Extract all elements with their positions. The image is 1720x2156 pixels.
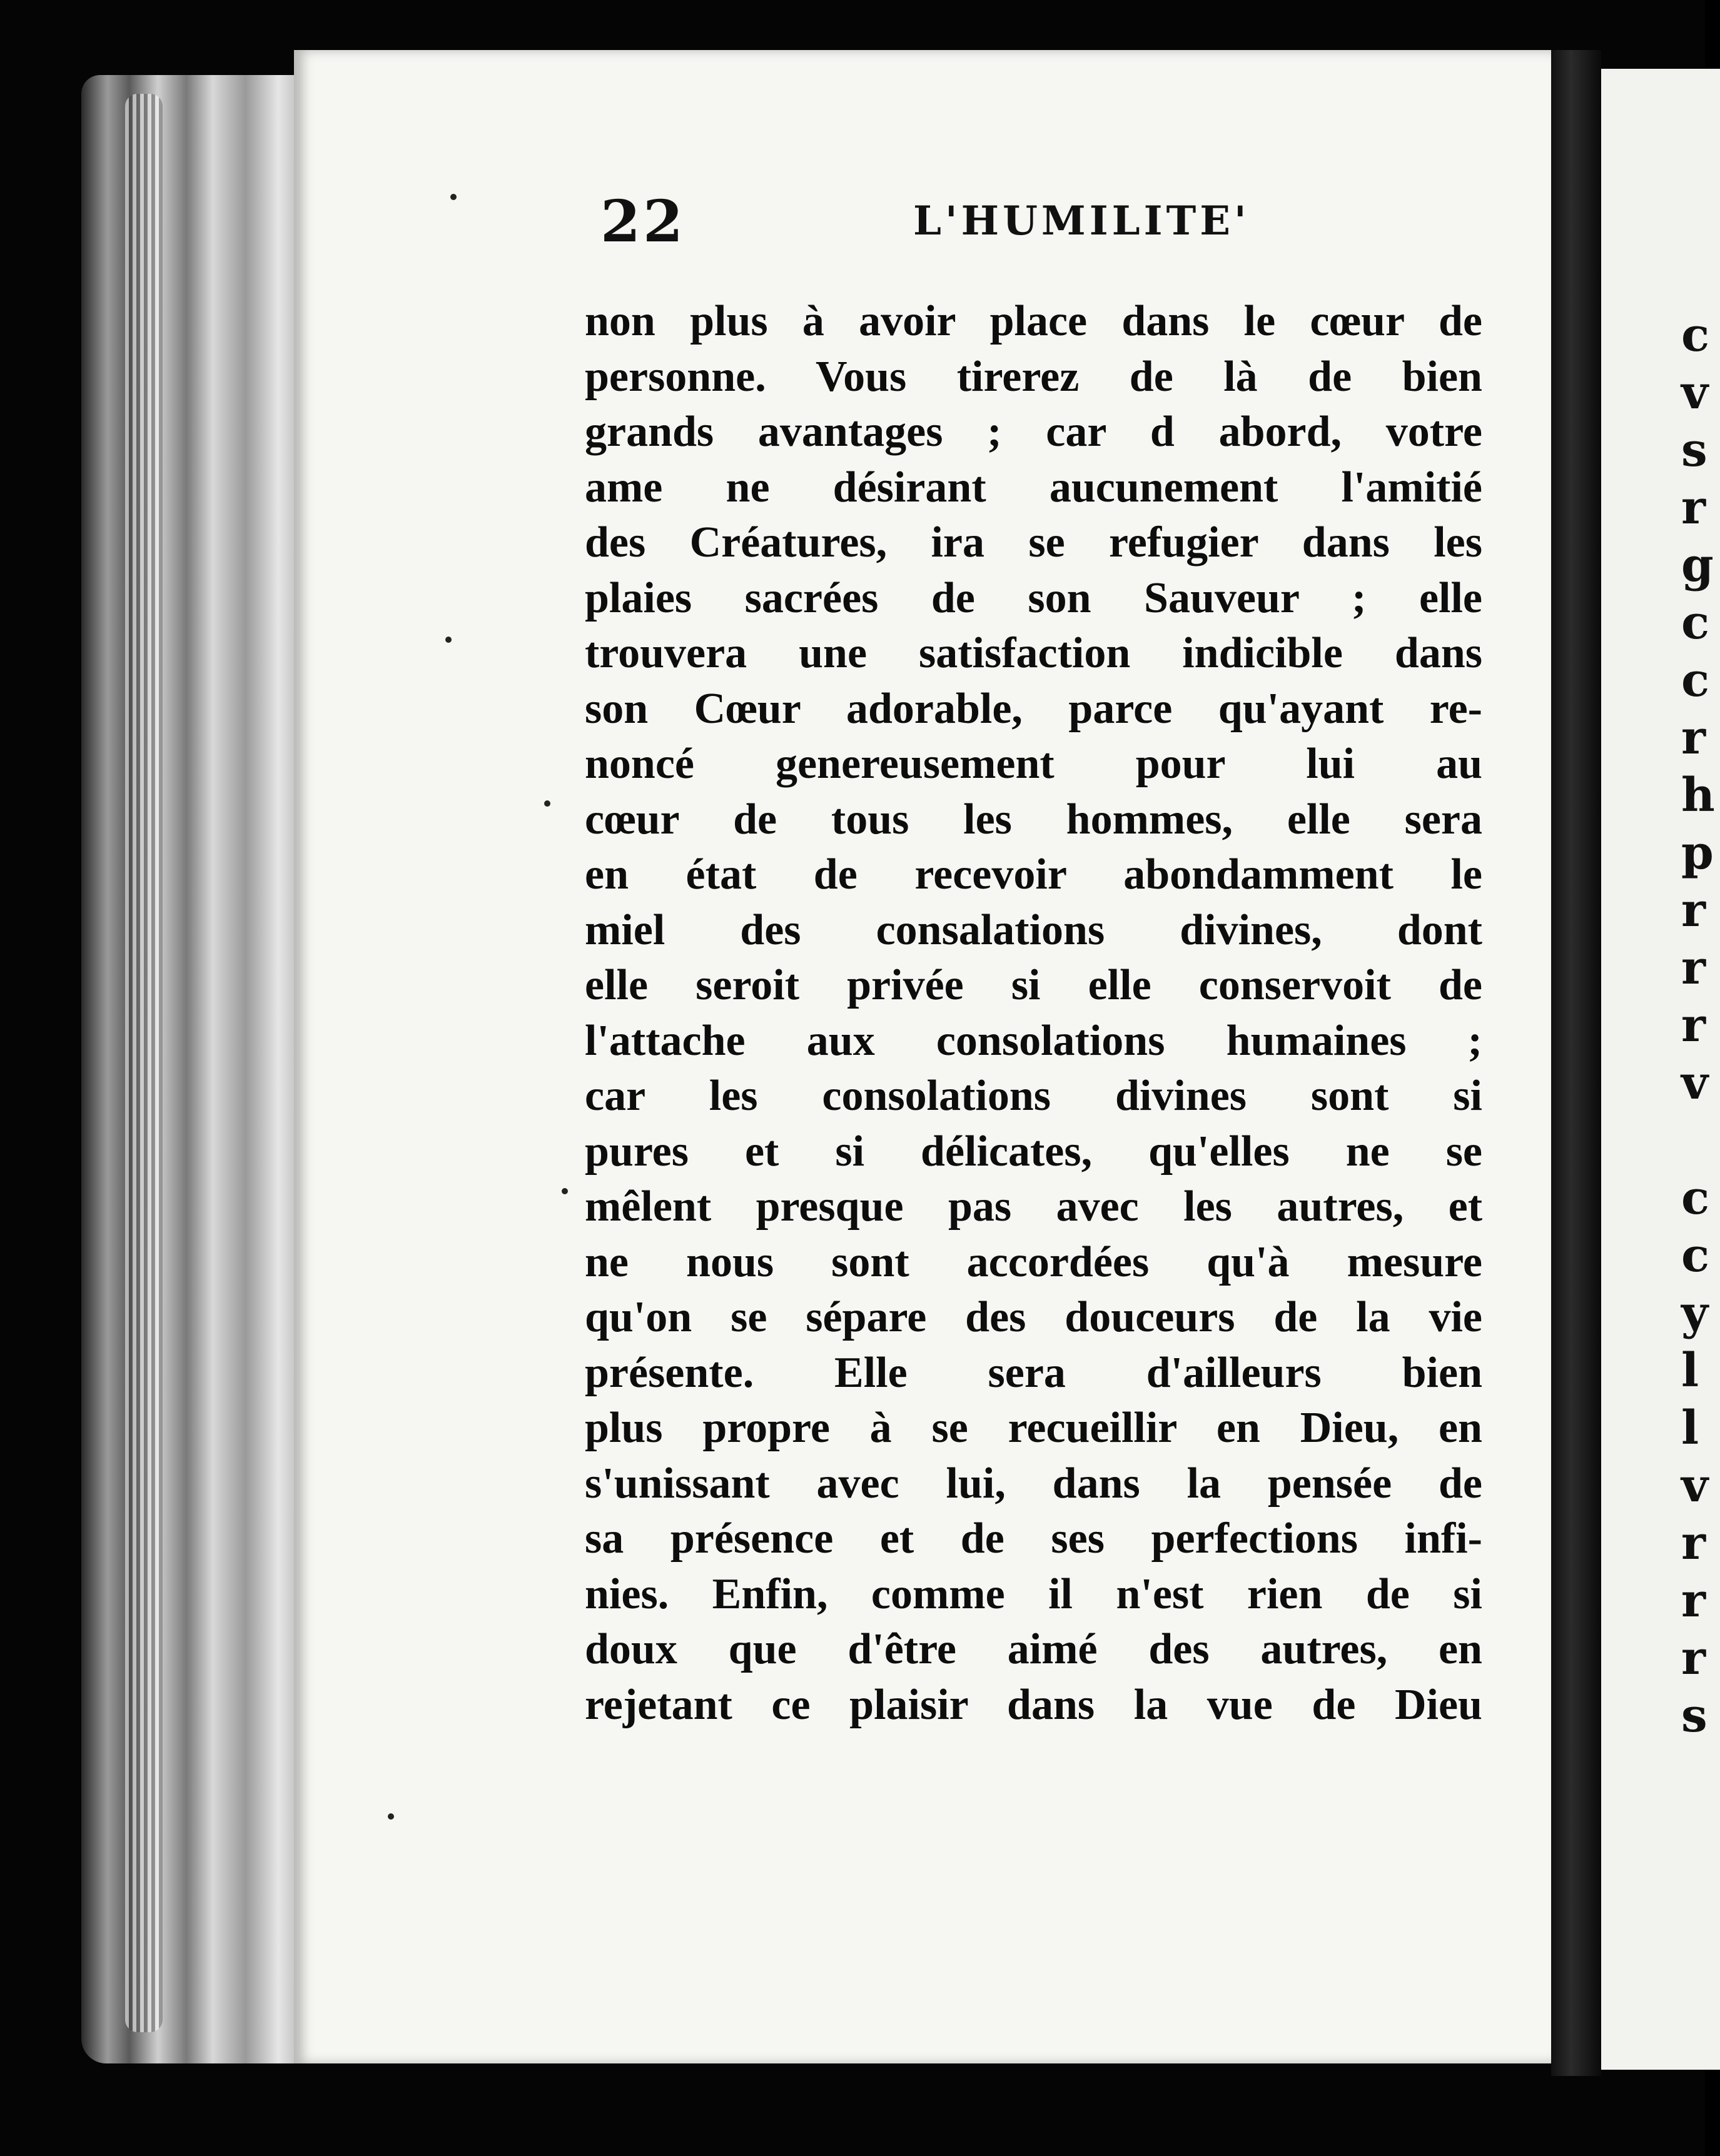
text-line: nies. Enfin, comme il n'est rien de si <box>585 1569 1482 1618</box>
facing-page-letter: v <box>1681 1459 1708 1513</box>
text-line: des Créatures, ira se refugier dans les <box>585 518 1482 567</box>
text-line: trouvera une satisfaction indicible dans <box>585 629 1482 677</box>
facing-page-letter: s <box>1681 423 1707 477</box>
facing-page-letter: p <box>1681 826 1714 880</box>
facing-page-text <box>1681 306 1719 1745</box>
text-line: elle seroit privée si elle conservoit de <box>585 961 1482 1009</box>
text-line: pures et si délicates, qu'elles ne se <box>585 1127 1482 1176</box>
text-line: car les consolations divines sont si <box>585 1072 1482 1120</box>
text-line: qu'on se sépare des douceurs de la vie <box>585 1293 1482 1341</box>
text-line: présente. Elle sera d'ailleurs bien <box>585 1348 1482 1397</box>
text-line: miel des consalations divines, dont <box>585 905 1482 954</box>
text-line: ame ne désirant aucunement l'amitié <box>585 463 1482 511</box>
text-line: l'attache aux consolations humaines ; <box>585 1016 1482 1065</box>
body-text <box>585 294 1482 1733</box>
running-head <box>600 188 1520 256</box>
facing-page-letter: v <box>1681 1056 1708 1110</box>
facing-page-letter: c <box>1681 596 1710 650</box>
scan-speck <box>388 1813 394 1820</box>
scan-speck <box>445 637 452 643</box>
text-line: en état de recevoir abondamment le <box>585 850 1482 899</box>
text-line: doux que d'être aimé des autres, en <box>585 1625 1482 1673</box>
facing-page-letter: y <box>1681 1286 1708 1340</box>
text-line: grands avantages ; car d abord, votre <box>585 408 1482 456</box>
scan-speck <box>562 1188 568 1194</box>
facing-page-letter <box>1681 1112 1719 1169</box>
text-line: cœur de tous les hommes, elle sera <box>585 795 1482 844</box>
text-line: plaies sacrées de son Sauveur ; elle <box>585 573 1482 622</box>
facing-page-letter: c <box>1681 1171 1710 1225</box>
facing-page-letter: r <box>1681 1516 1706 1570</box>
text-line: mêlent presque pas avec les autres, et <box>585 1182 1482 1231</box>
facing-page-letter: r <box>1681 1574 1706 1628</box>
facing-page-letter: g <box>1681 538 1714 592</box>
facing-page-letter: l <box>1681 1401 1699 1455</box>
running-title: L'HUMILITE' <box>913 198 1250 244</box>
facing-page-letter: v <box>1681 366 1708 420</box>
book-page-edges-detail <box>125 94 163 2032</box>
facing-page-letter: c <box>1681 1229 1710 1282</box>
text-line: sa présence et de ses perfections infi- <box>585 1514 1482 1563</box>
text-line: rejetant ce plaisir dans la vue de Dieu <box>585 1680 1482 1729</box>
text-line: plus propre à se recueillir en Dieu, en <box>585 1404 1482 1452</box>
facing-page-letter: h <box>1681 768 1715 822</box>
facing-page-letter: r <box>1681 711 1706 765</box>
book-page-edges <box>81 75 300 2063</box>
text-line: noncé genereusement pour lui au <box>585 740 1482 788</box>
facing-page-letter: r <box>1681 1631 1706 1685</box>
text-line: s'unissant avec lui, dans la pensée de <box>585 1459 1482 1508</box>
text-line: non plus à avoir place dans le cœur de <box>585 297 1482 345</box>
facing-page-letter: r <box>1681 481 1706 535</box>
scan-speck <box>450 194 457 200</box>
facing-page-letter: c <box>1681 653 1710 707</box>
facing-page-letter: l <box>1681 1344 1699 1398</box>
facing-page-letter: c <box>1681 308 1710 362</box>
scan-speck <box>544 800 550 807</box>
page-number: 22 <box>600 188 686 255</box>
text-line: personne. Vous tirerez de là de bien <box>585 352 1482 401</box>
facing-page-letter: s <box>1681 1689 1707 1743</box>
text-line: ne nous sont accordées qu'à mesure <box>585 1237 1482 1286</box>
facing-page-letter: r <box>1681 941 1706 995</box>
book-gutter <box>1551 50 1601 2076</box>
facing-page-letter: r <box>1681 884 1706 937</box>
facing-page-letter: r <box>1681 999 1706 1052</box>
text-line: son Cœur adorable, parce qu'ayant re- <box>585 684 1482 733</box>
